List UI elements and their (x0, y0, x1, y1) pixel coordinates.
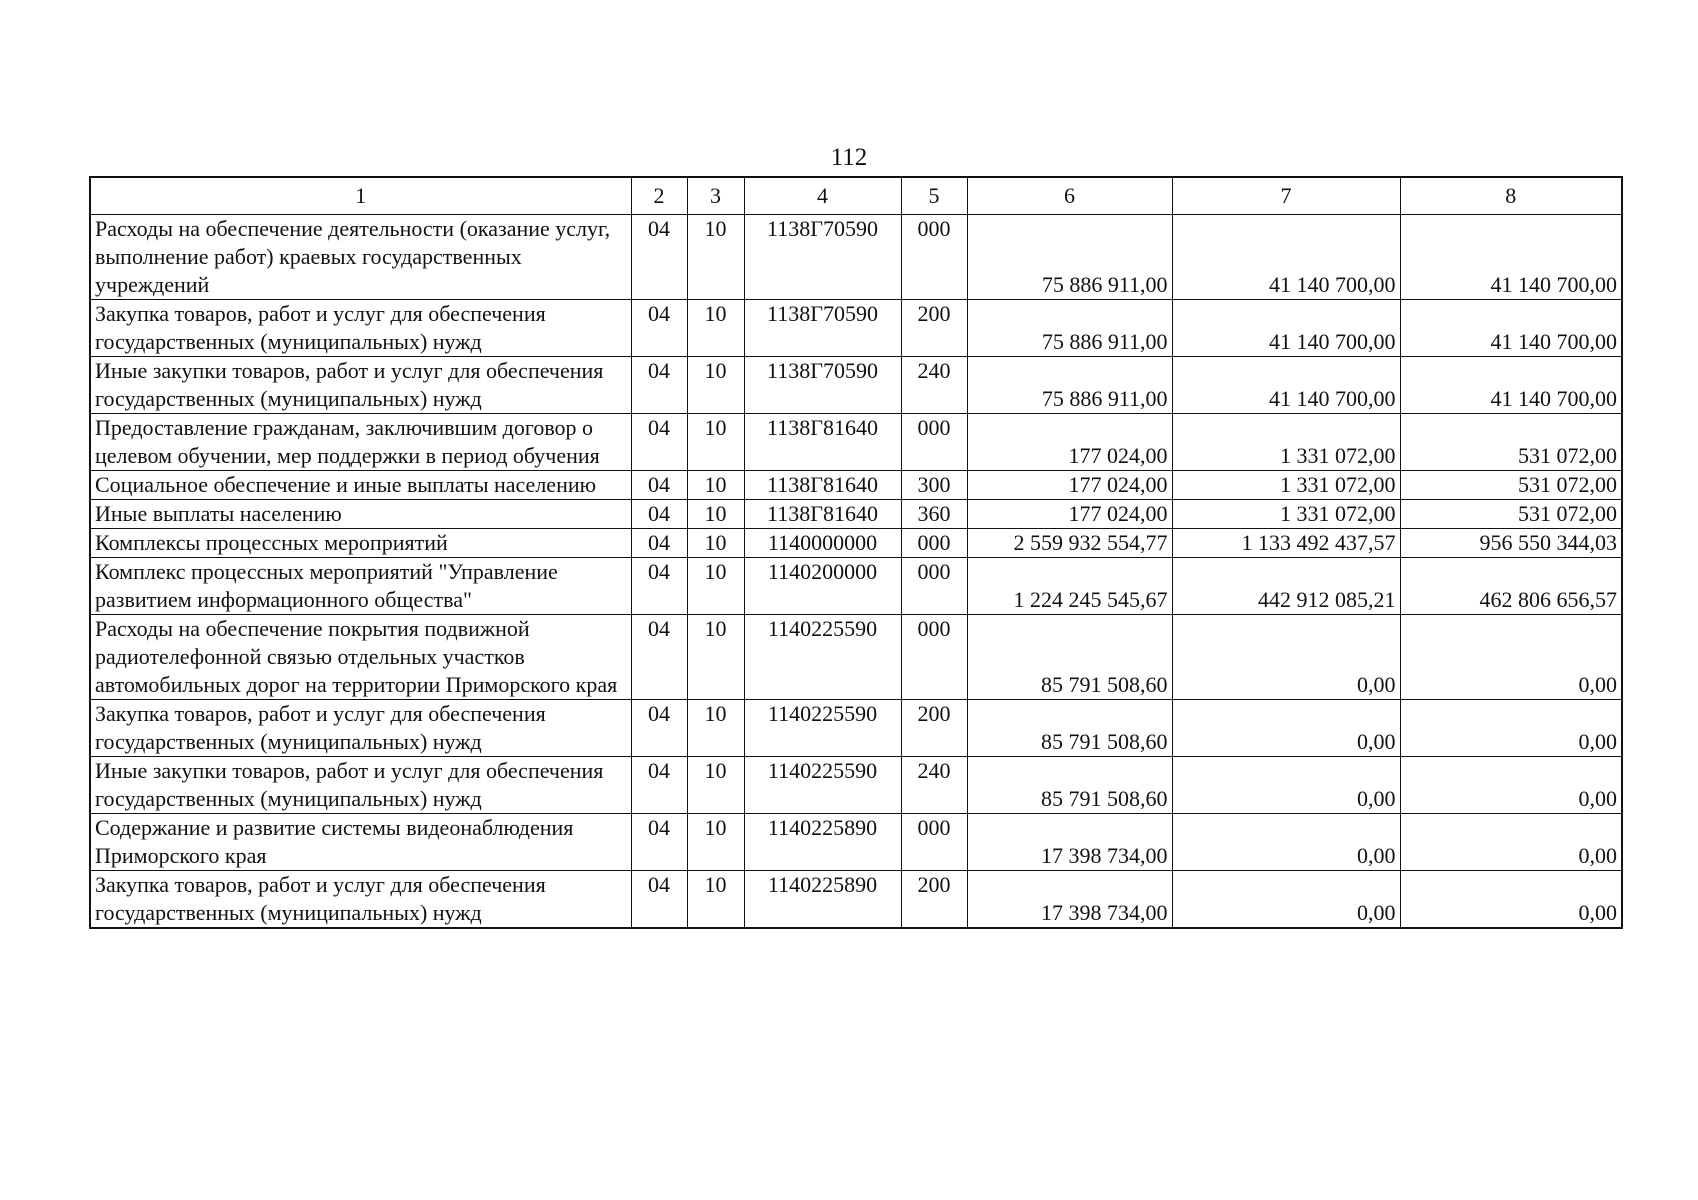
table-row (90, 215, 1622, 300)
row-amount-col7: 41 140 700,00 (1172, 357, 1400, 414)
row-subsection: 10 (687, 471, 744, 500)
table-row (90, 871, 1622, 929)
row-section: 04 (631, 471, 687, 500)
row-amount-col7: 1 331 072,00 (1172, 414, 1400, 471)
row-target-code: 1138Г70590 (744, 357, 901, 414)
row-amount-col8: 41 140 700,00 (1400, 215, 1622, 300)
row-subsection: 10 (687, 871, 744, 929)
row-amount-col7: 41 140 700,00 (1172, 300, 1400, 357)
row-amount-col8: 531 072,00 (1400, 414, 1622, 471)
row-expense-type: 300 (901, 471, 967, 500)
row-amount-col7: 0,00 (1172, 615, 1400, 700)
row-target-code: 1140225890 (744, 814, 901, 871)
row-section: 04 (631, 215, 687, 300)
row-name: Иные выплаты населению (90, 500, 631, 529)
row-subsection: 10 (687, 615, 744, 700)
row-amount-col7: 1 133 492 437,57 (1172, 529, 1400, 558)
row-expense-type: 200 (901, 700, 967, 757)
table-row (90, 357, 1622, 414)
row-name: Иные закупки товаров, работ и услуг для обеспечения государственных (муниципальных) нужд (90, 357, 631, 414)
row-amount-col6: 17 398 734,00 (967, 814, 1172, 871)
row-section: 04 (631, 357, 687, 414)
row-name: Предоставление гражданам, заключившим договор о целевом обучении, мер поддержки в период обучения (90, 414, 631, 471)
row-section: 04 (631, 757, 687, 814)
row-target-code: 1140225590 (744, 700, 901, 757)
row-name: Иные закупки товаров, работ и услуг для обеспечения государственных (муниципальных) нужд (90, 757, 631, 814)
row-subsection: 10 (687, 814, 744, 871)
table-row (90, 558, 1622, 615)
row-amount-col8: 0,00 (1400, 615, 1622, 700)
row-subsection: 10 (687, 300, 744, 357)
row-section: 04 (631, 558, 687, 615)
table-row (90, 500, 1622, 529)
row-amount-col8: 41 140 700,00 (1400, 300, 1622, 357)
row-subsection: 10 (687, 414, 744, 471)
row-amount-col7: 0,00 (1172, 871, 1400, 929)
row-amount-col8: 0,00 (1400, 871, 1622, 929)
row-expense-type: 000 (901, 615, 967, 700)
header-col-3: 3 (687, 177, 744, 215)
row-amount-col8: 531 072,00 (1400, 500, 1622, 529)
header-col-1: 1 (90, 177, 631, 215)
row-name: Социальное обеспечение и иные выплаты населению (90, 471, 631, 500)
row-name: Расходы на обеспечение деятельности (оказание услуг, выполнение работ) краевых государственных учреждений (90, 215, 631, 300)
table-row (90, 814, 1622, 871)
row-amount-col6: 177 024,00 (967, 471, 1172, 500)
row-subsection: 10 (687, 500, 744, 529)
table-row (90, 700, 1622, 757)
row-subsection: 10 (687, 757, 744, 814)
row-section: 04 (631, 414, 687, 471)
row-section: 04 (631, 871, 687, 929)
table-row (90, 471, 1622, 500)
table-row (90, 615, 1622, 700)
row-amount-col6: 85 791 508,60 (967, 615, 1172, 700)
row-amount-col6: 177 024,00 (967, 414, 1172, 471)
row-amount-col7: 442 912 085,21 (1172, 558, 1400, 615)
row-expense-type: 360 (901, 500, 967, 529)
row-expense-type: 240 (901, 357, 967, 414)
row-amount-col7: 41 140 700,00 (1172, 215, 1400, 300)
row-expense-type: 240 (901, 757, 967, 814)
table-row (90, 529, 1622, 558)
row-target-code: 1140000000 (744, 529, 901, 558)
row-amount-col8: 0,00 (1400, 757, 1622, 814)
row-name: Комплекс процессных мероприятий "Управление развитием информационного общества" (90, 558, 631, 615)
row-name: Расходы на обеспечение покрытия подвижной радиотелефонной связью отдельных участков автомобильных дорог на территории Приморского края (90, 615, 631, 700)
row-amount-col8: 0,00 (1400, 700, 1622, 757)
row-target-code: 1138Г81640 (744, 471, 901, 500)
row-amount-col6: 2 559 932 554,77 (967, 529, 1172, 558)
row-name: Комплексы процессных мероприятий (90, 529, 631, 558)
row-amount-col6: 75 886 911,00 (967, 357, 1172, 414)
header-col-8: 8 (1400, 177, 1622, 215)
row-subsection: 10 (687, 558, 744, 615)
header-col-2: 2 (631, 177, 687, 215)
row-section: 04 (631, 700, 687, 757)
row-section: 04 (631, 615, 687, 700)
row-amount-col7: 0,00 (1172, 700, 1400, 757)
row-expense-type: 200 (901, 871, 967, 929)
row-amount-col6: 75 886 911,00 (967, 215, 1172, 300)
row-section: 04 (631, 529, 687, 558)
row-amount-col8: 462 806 656,57 (1400, 558, 1622, 615)
header-col-5: 5 (901, 177, 967, 215)
row-target-code: 1138Г81640 (744, 414, 901, 471)
row-expense-type: 000 (901, 215, 967, 300)
row-name: Закупка товаров, работ и услуг для обеспечения государственных (муниципальных) нужд (90, 300, 631, 357)
table-row (90, 300, 1622, 357)
header-col-4: 4 (744, 177, 901, 215)
row-amount-col6: 75 886 911,00 (967, 300, 1172, 357)
row-expense-type: 200 (901, 300, 967, 357)
row-subsection: 10 (687, 357, 744, 414)
table-header-row (90, 177, 1622, 215)
row-amount-col7: 0,00 (1172, 757, 1400, 814)
row-amount-col8: 41 140 700,00 (1400, 357, 1622, 414)
row-name: Закупка товаров, работ и услуг для обеспечения государственных (муниципальных) нужд (90, 871, 631, 929)
row-amount-col6: 177 024,00 (967, 500, 1172, 529)
row-target-code: 1140225590 (744, 757, 901, 814)
row-expense-type: 000 (901, 414, 967, 471)
row-target-code: 1140200000 (744, 558, 901, 615)
row-target-code: 1138Г81640 (744, 500, 901, 529)
row-expense-type: 000 (901, 814, 967, 871)
budget-table (89, 176, 1623, 929)
row-expense-type: 000 (901, 529, 967, 558)
page-number: 112 (830, 144, 868, 171)
row-amount-col6: 85 791 508,60 (967, 757, 1172, 814)
row-target-code: 1138Г70590 (744, 215, 901, 300)
row-section: 04 (631, 300, 687, 357)
table-row (90, 757, 1622, 814)
row-name: Закупка товаров, работ и услуг для обеспечения государственных (муниципальных) нужд (90, 700, 631, 757)
row-section: 04 (631, 814, 687, 871)
row-subsection: 10 (687, 529, 744, 558)
row-amount-col8: 956 550 344,03 (1400, 529, 1622, 558)
row-amount-col6: 17 398 734,00 (967, 871, 1172, 929)
header-col-6: 6 (967, 177, 1172, 215)
row-amount-col7: 1 331 072,00 (1172, 471, 1400, 500)
row-amount-col8: 0,00 (1400, 814, 1622, 871)
row-amount-col7: 1 331 072,00 (1172, 500, 1400, 529)
row-amount-col6: 85 791 508,60 (967, 700, 1172, 757)
row-target-code: 1140225890 (744, 871, 901, 929)
row-subsection: 10 (687, 215, 744, 300)
row-name: Содержание и развитие системы видеонаблюдения Приморского края (90, 814, 631, 871)
row-subsection: 10 (687, 700, 744, 757)
row-amount-col7: 0,00 (1172, 814, 1400, 871)
row-expense-type: 000 (901, 558, 967, 615)
header-col-7: 7 (1172, 177, 1400, 215)
row-target-code: 1140225590 (744, 615, 901, 700)
row-amount-col8: 531 072,00 (1400, 471, 1622, 500)
row-amount-col6: 1 224 245 545,67 (967, 558, 1172, 615)
table-row (90, 414, 1622, 471)
row-section: 04 (631, 500, 687, 529)
row-target-code: 1138Г70590 (744, 300, 901, 357)
